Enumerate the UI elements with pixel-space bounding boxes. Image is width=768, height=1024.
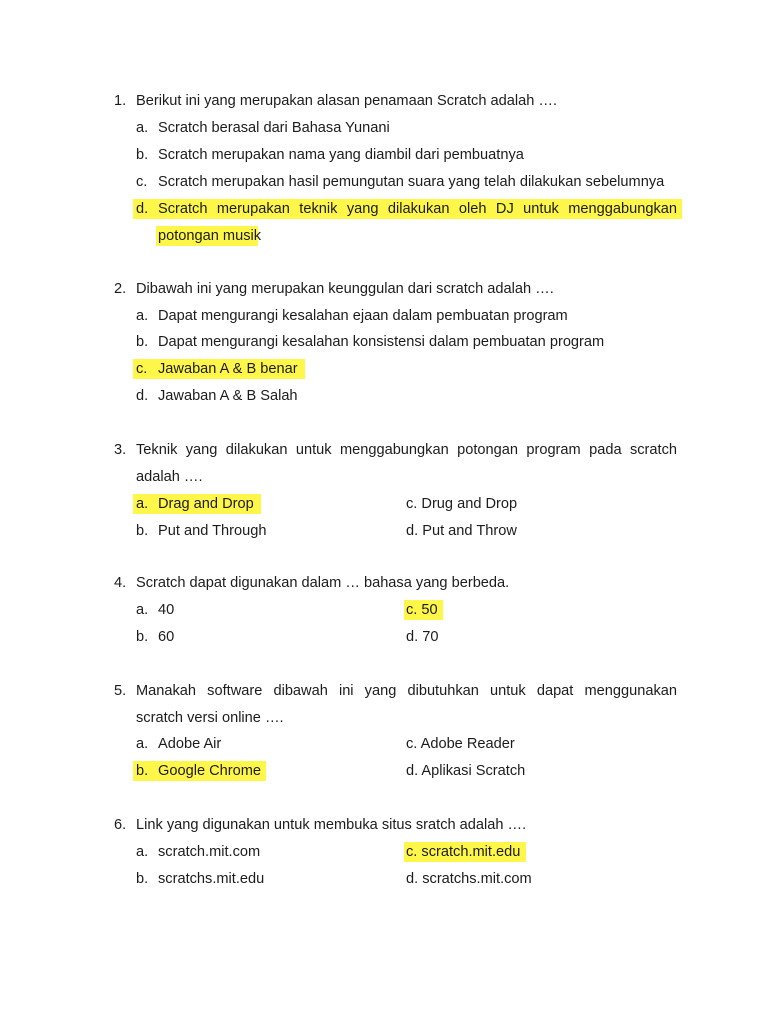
question-text-continued: scratch versi online …. xyxy=(136,710,284,726)
option-text: Jawaban A & B Salah xyxy=(158,388,298,404)
option-letter: b. xyxy=(136,871,149,887)
question-number: 1. xyxy=(114,93,127,109)
option-text: Adobe Air xyxy=(158,736,222,752)
option-letter: b. xyxy=(136,523,149,539)
option-text: Scratch merupakan teknik yang dilakukan oleh DJ untuk menggabungkan xyxy=(158,201,677,217)
option-letter: a. xyxy=(136,120,149,136)
question-number: 2. xyxy=(114,281,127,297)
option-letter: c. xyxy=(136,361,148,377)
option-text: scratchs.mit.edu xyxy=(158,871,265,887)
option-text: Put and Through xyxy=(158,523,267,539)
question-text: Link yang digunakan untuk membuka situs sratch adalah …. xyxy=(136,817,527,833)
option-text: Drag and Drop xyxy=(158,496,254,512)
option-text: d. 70 xyxy=(406,629,439,645)
question-number: 6. xyxy=(114,817,127,833)
option-text: Scratch merupakan hasil pemungutan suara yang telah dilakukan sebelumnya xyxy=(158,174,665,190)
option-text: c. Drug and Drop xyxy=(406,496,518,512)
option-letter: b. xyxy=(136,334,149,350)
option-text-rest: k xyxy=(253,228,262,244)
option-text: Jawaban A & B benar xyxy=(158,361,298,377)
option-text: c. Adobe Reader xyxy=(406,736,515,752)
question-text: Dibawah ini yang merupakan keunggulan dari scratch adalah …. xyxy=(136,281,554,297)
option-text: d. Aplikasi Scratch xyxy=(406,763,526,779)
question-number: 4. xyxy=(114,575,127,591)
question-number: 5. xyxy=(114,683,127,699)
option-text: 40 xyxy=(158,602,175,618)
question-text: Scratch dapat digunakan dalam … bahasa yang berbeda. xyxy=(136,575,510,591)
option-text: c. 50 xyxy=(406,602,438,618)
question-text-continued: adalah …. xyxy=(136,469,203,485)
option-text: Scratch berasal dari Bahasa Yunani xyxy=(158,120,390,136)
option-text: scratch.mit.com xyxy=(158,844,261,860)
option-text: Scratch merupakan nama yang diambil dari pembuatnya xyxy=(158,147,524,163)
option-letter: c. xyxy=(136,174,148,190)
option-letter: b. xyxy=(136,763,149,779)
option-text: Google Chrome xyxy=(158,763,262,779)
question-text: Manakah software dibawah ini yang dibutuhkan untuk dapat menggunakan xyxy=(136,683,677,699)
option-text: Dapat mengurangi kesalahan konsistensi dalam pembuatan program xyxy=(158,334,605,350)
option-letter: a. xyxy=(136,496,149,512)
option-text: 60 xyxy=(158,629,175,645)
option-text-highlighted: potongan musi xyxy=(158,228,254,244)
option-letter: a. xyxy=(136,602,149,618)
option-text-continued xyxy=(158,225,261,247)
option-text: d. Put and Throw xyxy=(406,523,517,539)
option-letter: d. xyxy=(136,201,149,217)
option-text: Dapat mengurangi kesalahan ejaan dalam pembuatan program xyxy=(158,308,568,324)
question-number: 3. xyxy=(114,442,127,458)
option-letter: a. xyxy=(136,736,149,752)
question-text: Berikut ini yang merupakan alasan penamaan Scratch adalah …. xyxy=(136,93,558,109)
option-text: c. scratch.mit.edu xyxy=(406,844,521,860)
option-text: d. scratchs.mit.com xyxy=(406,871,532,887)
option-letter: b. xyxy=(136,147,149,163)
option-letter: a. xyxy=(136,308,149,324)
option-letter: a. xyxy=(136,844,149,860)
option-letter: d. xyxy=(136,388,149,404)
option-letter: b. xyxy=(136,629,149,645)
question-text: Teknik yang dilakukan untuk menggabungkan potongan program pada scratch xyxy=(136,442,677,458)
